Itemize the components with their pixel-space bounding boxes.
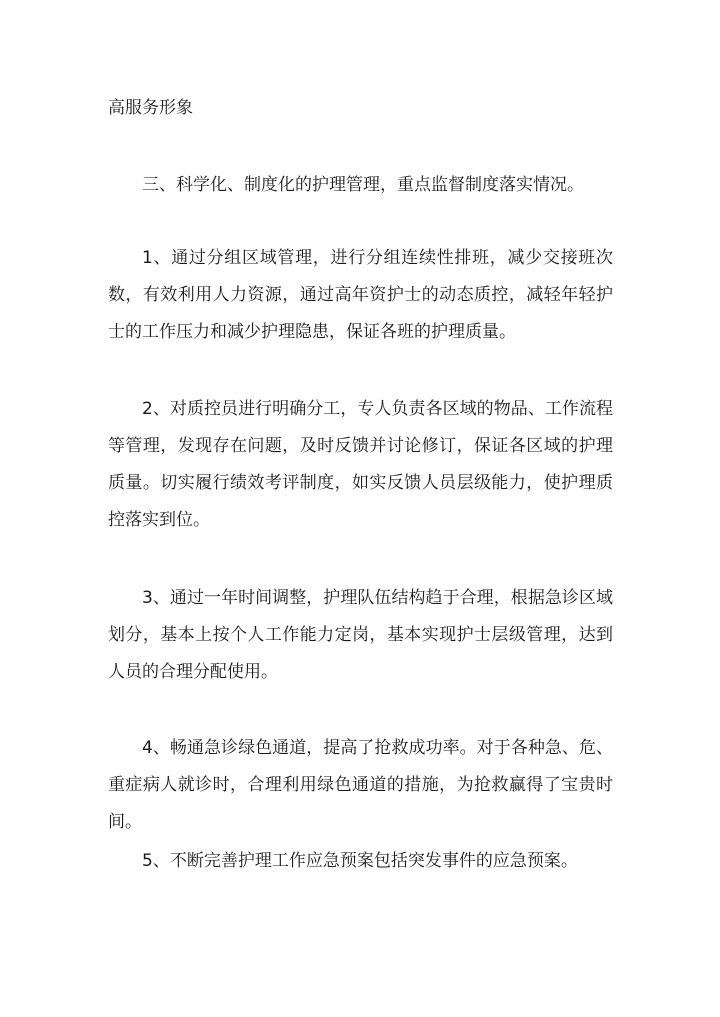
paragraph-item-4: 4、畅通急诊绿色通道，提高了抢救成功率。对于各种急、危、重症病人就诊时，合理利用绿色通道的措施，为抢救赢得了宝贵时间。 bbox=[108, 738, 613, 832]
continuation-text: 高服务形象 bbox=[108, 98, 193, 118]
paragraph-item-2: 2、对质控员进行明确分工，专人负责各区域的物品、工作流程等管理，发现存在问题，及时反馈并讨论修订，保证各区域的护理质量。切实履行绩效考评制度，如实反馈人员层级能力，使护理质控落实到位。 bbox=[108, 399, 613, 530]
paragraph-item-1: 1、通过分组区域管理，进行分组连续性排班，减少交接班次数，有效利用人力资源，通过高年资护士的动态质控，减轻年轻护士的工作压力和减少护理隐患，保证各班的护理质量。 bbox=[108, 248, 613, 342]
section-heading: 三、科学化、制度化的护理管理，重点监督制度落实情况。 bbox=[142, 175, 584, 195]
paragraph-item-5: 5、不断完善护理工作应急预案包括突发事件的应急预案。 bbox=[142, 851, 578, 871]
paragraph-item-3: 3、通过一年时间调整，护理队伍结构趋于合理，根据急诊区域划分，基本上按个人工作能力定岗，基本实现护士层级管理，达到人员的合理分配使用。 bbox=[108, 588, 613, 682]
